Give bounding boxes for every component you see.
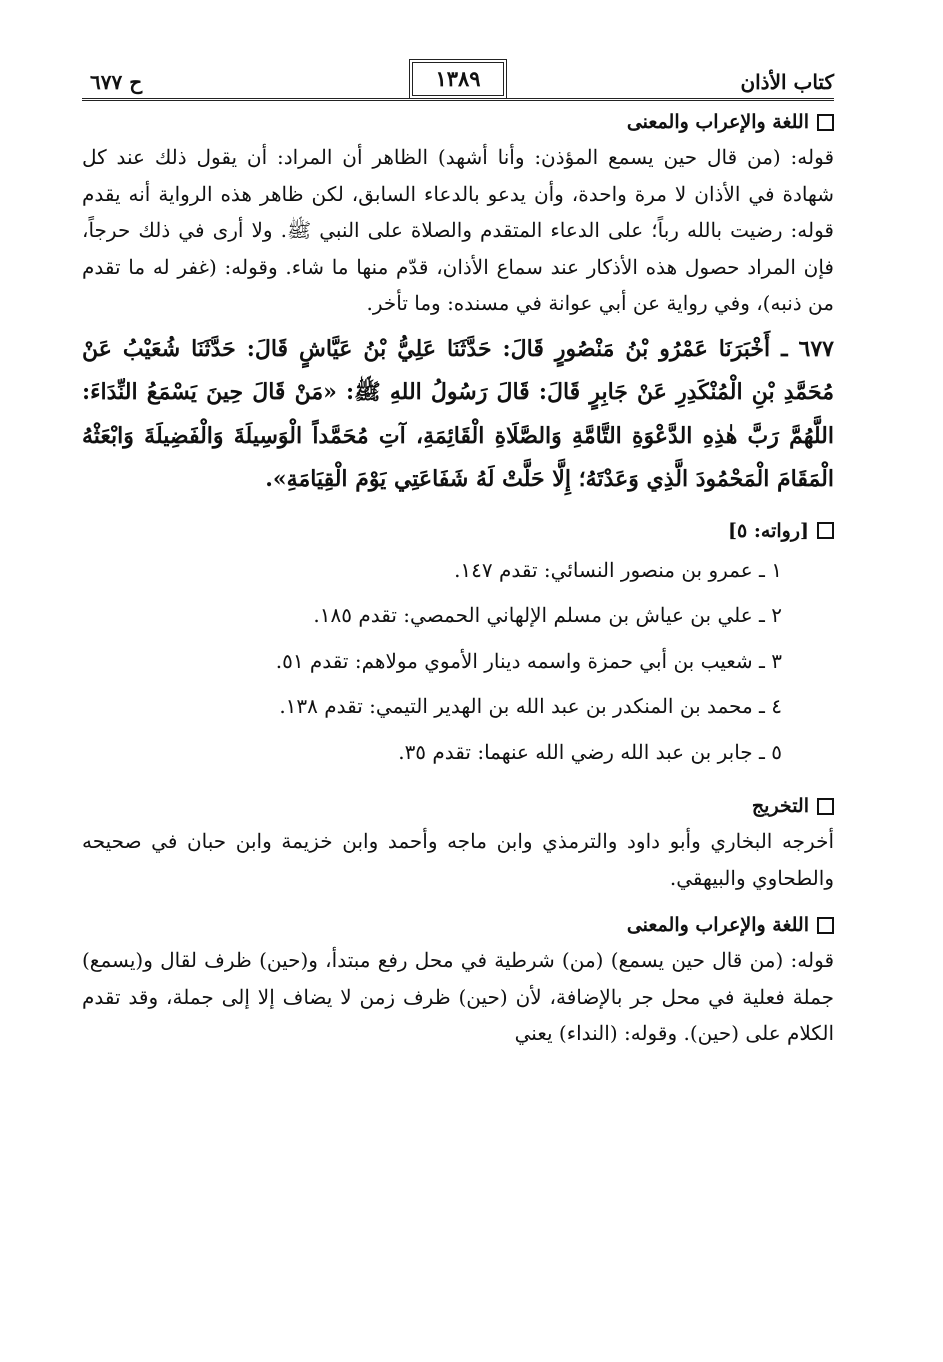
book-title: كتاب الأذان xyxy=(740,70,834,94)
narrator-item: ١ ـ عمرو بن منصور النسائي: تقدم ١٤٧. xyxy=(454,557,782,582)
section-heading xyxy=(82,908,834,942)
checkbox-square-icon xyxy=(817,114,834,131)
narrator-item: ٥ ـ جابر بن عبد الله رضي الله عنهما: تقدم ٣٥. xyxy=(398,739,782,764)
section-heading xyxy=(82,514,834,548)
checkbox-square-icon xyxy=(817,522,834,539)
section-heading xyxy=(82,789,834,823)
page xyxy=(82,58,834,1052)
section-heading-label: اللغة والإعراب والمعنى xyxy=(626,914,809,936)
section-heading-label: اللغة والإعراب والمعنى xyxy=(626,111,809,133)
section-language-2 xyxy=(82,908,834,1052)
section-heading-label: [رواته: ٥] xyxy=(728,519,809,542)
section-paragraph: قوله: (من قال حين يسمع) (من) شرطية في محل رفع مبتدأ، و(حين) ظرف لقال و(يسمع) جملة فعلية في محل جر بالإضافة، لأن (حين) ظرف زمن لا يضاف إلا إلى جملة، وقد تقدم الكلام على (حين). وقوله: (النداء) يعني xyxy=(82,948,834,1045)
hadith-reference: ح ٦٧٧ xyxy=(90,70,143,94)
section-takhrij xyxy=(82,789,834,896)
checkbox-square-icon xyxy=(817,917,834,934)
section-narrators xyxy=(82,514,834,776)
section-heading-label: التخريج xyxy=(751,795,809,817)
page-number: ١٣٨٩ xyxy=(412,62,504,96)
section-paragraph: أخرجه البخاري وأبو داود والترمذي وابن ماجه وأحمد وابن خزيمة وابن حبان في صحيحه والطحاوي والبيهقي. xyxy=(82,829,835,890)
running-header xyxy=(82,58,834,101)
narrator-item: ٣ ـ شعيب بن أبي حمزة واسمه دينار الأموي مولاهم: تقدم ٥١. xyxy=(275,648,782,673)
section-heading xyxy=(82,105,834,139)
narrator-item: ٢ ـ علي بن عياش بن مسلم الإلهاني الحمصي: تقدم ١٨٥. xyxy=(313,603,782,627)
checkbox-square-icon xyxy=(817,798,834,815)
narrator-list xyxy=(82,548,834,776)
section-language xyxy=(82,105,834,322)
section-paragraph: قوله: (من قال حين يسمع المؤذن: وأنا أشهد) الظاهر أن المراد: أن يقول ذلك عند كل شهادة في الأذان لا مرة واحدة، وأن يدعو بالدعاء السابق، لكن ظاهر هذه الرواية أنه يقدم قوله: رضيت بالله رباً؛ على الدعاء المتقدم والصلاة على النبي ﷺ. ولا أرى في ذلك حرجاً، فإن المراد حصول هذه الأذكار عند سماع الأذان، قدّم منها ما شاء. وقوله: (غفر له ما تقدم من ذنبه)، وفي رواية عن أبي عوانة في مسنده: وما تأخر. xyxy=(82,145,835,315)
hadith-text: ٦٧٧ ـ أَخْبَرَنَا عَمْرُو بْنُ مَنْصُورٍ قَالَ: حَدَّثَنَا عَلِيُّ بْنُ عَيَّاشٍ قَالَ: حَدَّثَنَا شُعَيْبُ عَنْ مُحَمَّدِ بْنِ الْمُنْكَدِرِ عَنْ جَابِرٍ قَالَ: قَالَ رَسُولُ اللهِ ﷺ: «مَنْ قَالَ حِينَ يَسْمَعُ النِّدَاءَ: اللَّهُمَّ رَبَّ هٰذِهِ الدَّعْوَةِ التَّامَّةِ وَالصَّلَاةِ الْقَائِمَةِ، آتِ مُحَمَّداً الْوَسِيلَةَ وَالْفَضِيلَةَ وَابْعَثْهُ الْمَقَامَ الْمَحْمُودَ الَّذِي وَعَدْتَهُ؛ إِلَّا حَلَّتْ لَهُ شَفَاعَتِي يَوْمَ الْقِيَامَةِ». xyxy=(82,335,834,492)
narrator-item: ٤ ـ محمد بن المنكدر بن عبد الله بن الهدير التيمي: تقدم ١٣٨. xyxy=(279,694,782,718)
